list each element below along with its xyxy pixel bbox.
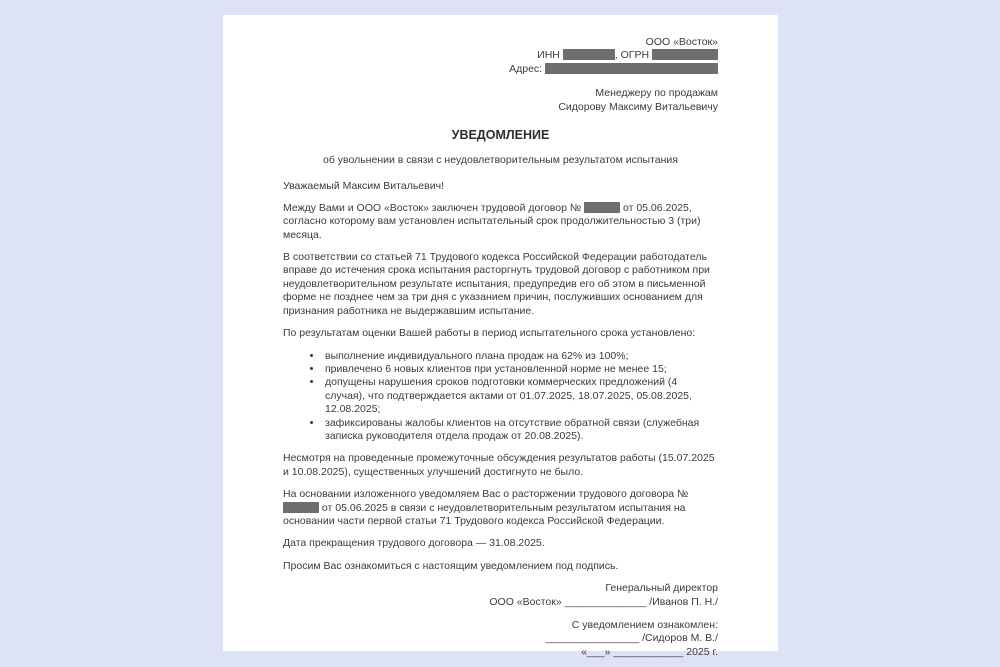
acknowledgment-line: «___» ____________ 2025 г. bbox=[581, 645, 718, 658]
body-paragraph: На основании изложенного уведомляем Вас о расторжении трудового договора № от 05.06.2025 в связи с неудовлетворительным результатом испытания на основании части первой статьи 71 Трудового кодекса Российской Федерации. bbox=[283, 488, 689, 527]
document-subtitle: об увольнении в связи с неудовлетворительным результатом испытания bbox=[323, 154, 678, 167]
body-paragraph: Между Вами и ООО «Восток» заключен трудовой договор № от 05.06.2025, согласно которому вам установлен испытательный срок продолжительностью 3 (три) месяца. bbox=[283, 201, 701, 241]
body-paragraphs-bottom bbox=[283, 452, 718, 573]
recipient-block bbox=[283, 87, 718, 114]
document-page bbox=[223, 15, 778, 658]
findings-list bbox=[283, 350, 718, 444]
body-paragraph: Просим Вас ознакомиться с настоящим уведомлением под подпись. bbox=[283, 559, 619, 572]
document-title: УВЕДОМЛЕНИЕ bbox=[451, 128, 550, 143]
company-address-line: Адрес: bbox=[283, 63, 718, 76]
acknowledgment-line: ________________ /Сидоров М. В./ bbox=[545, 632, 718, 645]
signature-line: ООО «Восток» ______________ /Иванов П. Н./ bbox=[489, 595, 718, 608]
acknowledgment-block bbox=[283, 619, 718, 659]
company-inn-ogrn-line: ИНН , ОГРН bbox=[283, 49, 718, 62]
ogrn-redaction bbox=[652, 49, 718, 60]
signature-line: Генеральный директор bbox=[605, 582, 718, 595]
finding-item: • выполнение индивидуального плана продаж на 62% из 100%; bbox=[323, 350, 718, 363]
body-paragraphs-top bbox=[283, 202, 718, 341]
finding-item: • зафиксированы жалобы клиентов на отсутствие обратной связи (служебная записка руководителя отдела продаж от 20.08.2025). bbox=[323, 417, 718, 444]
address-redaction bbox=[545, 63, 718, 74]
body-paragraph: Дата прекращения трудового договора — 31.08.2025. bbox=[283, 537, 545, 550]
company-name: ООО «Восток» bbox=[645, 36, 718, 48]
body-paragraph: В соответствии со статьей 71 Трудового кодекса Российской Федерации работодатель вправе до истечения срока испытания расторгнуть трудовой договор с работником при неудовлетворительном результате испытания, предупредив его об этом в письменной форме не позднее чем за три дня с указанием причин, послуживших основанием для признания работника не выдержавшим испытание. bbox=[283, 251, 710, 317]
finding-item: • привлечено 6 новых клиентов при установленной норме не менее 15; bbox=[323, 363, 718, 376]
inn-redaction bbox=[563, 49, 615, 60]
body-paragraph: По результатам оценки Вашей работы в период испытательного срока установлено: bbox=[283, 327, 696, 340]
body-paragraph: Несмотря на проведенные промежуточные обсуждения результатов работы (15.07.2025 и 10.08.2025), существенных улучшений достигнуто не было. bbox=[283, 452, 715, 478]
contract-redaction bbox=[584, 202, 620, 213]
acknowledgment-line: С уведомлением ознакомлен: bbox=[571, 619, 718, 631]
recipient-line: Менеджеру по продажам bbox=[595, 87, 718, 100]
signature-block bbox=[283, 582, 718, 609]
greeting: Уважаемый Максим Витальевич! bbox=[283, 180, 444, 193]
finding-item: • допущены нарушения сроков подготовки коммерческих предложений (4 случая), что подтверждается актами от 01.07.2025, 18.07.2025, 05.08.2025, 12.08.2025; bbox=[323, 376, 718, 416]
recipient-line: Сидорову Максиму Витальевичу bbox=[558, 100, 718, 113]
contract-redaction bbox=[283, 502, 319, 513]
company-header-block bbox=[283, 36, 718, 76]
